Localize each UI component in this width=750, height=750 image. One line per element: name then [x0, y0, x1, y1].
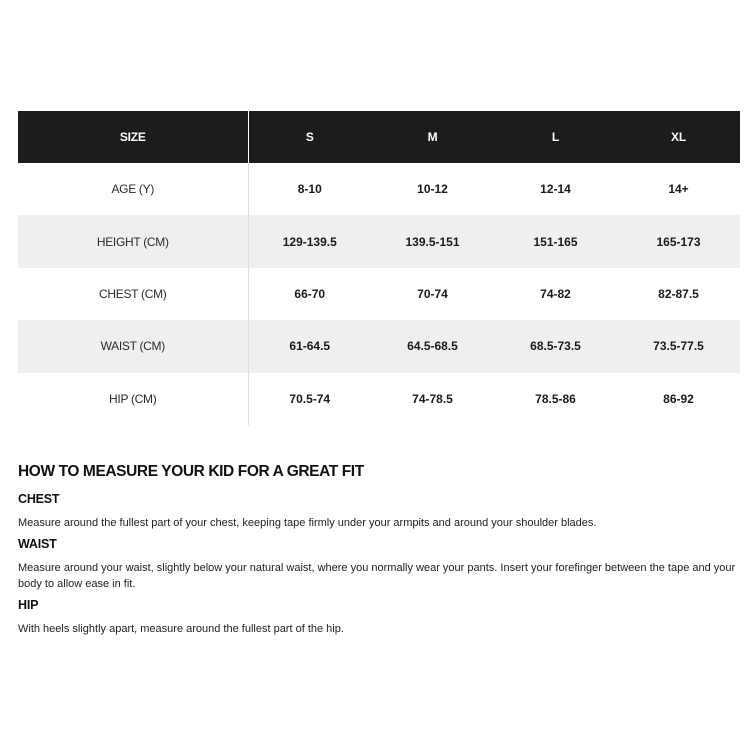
header-size: SIZE — [18, 111, 248, 163]
table-row-chest — [18, 268, 740, 320]
table-cell: 70.5-74 — [289, 391, 331, 406]
measure-guide — [18, 463, 740, 643]
guide-title: HOW TO MEASURE YOUR KID FOR A GREAT FIT — [18, 463, 364, 480]
table-row-waist — [18, 320, 740, 372]
header-xl: XL — [671, 130, 686, 144]
hip-heading: HIP — [18, 598, 39, 612]
table-cell: 61-64.5 — [289, 339, 331, 354]
size-chart-table — [18, 111, 741, 425]
table-cell: 73.5-77.5 — [653, 339, 704, 354]
size-chart-body — [18, 163, 740, 425]
table-row-age — [18, 163, 740, 215]
header-m: M — [427, 130, 438, 144]
table-cell: 165-173 — [656, 234, 701, 249]
table-cell: 139.5-151 — [405, 234, 460, 249]
table-cell: 12-14 — [540, 182, 571, 197]
row-label: WAIST (CM) — [18, 320, 248, 372]
waist-heading: WAIST — [18, 537, 57, 551]
table-cell: 151-165 — [533, 234, 578, 249]
row-label: CHEST (CM) — [18, 268, 248, 320]
header-s: S — [305, 130, 314, 144]
row-label: HIP (CM) — [18, 373, 248, 425]
table-cell: 74-82 — [540, 286, 571, 301]
table-cell: 66-70 — [294, 286, 326, 301]
header-row — [18, 111, 740, 163]
table-cell: 78.5-86 — [535, 391, 576, 406]
table-cell: 74-78.5 — [412, 391, 453, 406]
row-label: HEIGHT (CM) — [18, 215, 248, 267]
chest-instructions: Measure around the fullest part of your chest, keeping tape firmly under your armpits and around your shoulder blades. — [18, 517, 597, 529]
chest-heading: CHEST — [18, 492, 60, 506]
table-cell: 14+ — [668, 182, 689, 197]
table-cell: 10-12 — [417, 182, 448, 197]
table-cell: 64.5-68.5 — [407, 339, 458, 354]
hip-instructions: With heels slightly apart, measure around the fullest part of the hip. — [18, 623, 344, 635]
table-cell: 129-139.5 — [282, 234, 337, 249]
waist-instructions: Measure around your waist, slightly below your natural waist, where you normally wear your pants. Insert your forefinger between the tape and your body to allow ease in fit. — [18, 562, 736, 590]
table-cell: 8-10 — [297, 182, 322, 197]
size-chart-header — [18, 111, 740, 163]
header-l: L — [551, 130, 560, 144]
table-cell: 70-74 — [417, 286, 448, 301]
table-cell: 82-87.5 — [658, 286, 699, 301]
row-label: AGE (Y) — [18, 163, 248, 215]
table-row-hip — [18, 373, 740, 425]
table-cell: 86-92 — [663, 391, 694, 406]
table-cell: 68.5-73.5 — [530, 339, 581, 354]
table-row-height — [18, 215, 740, 267]
